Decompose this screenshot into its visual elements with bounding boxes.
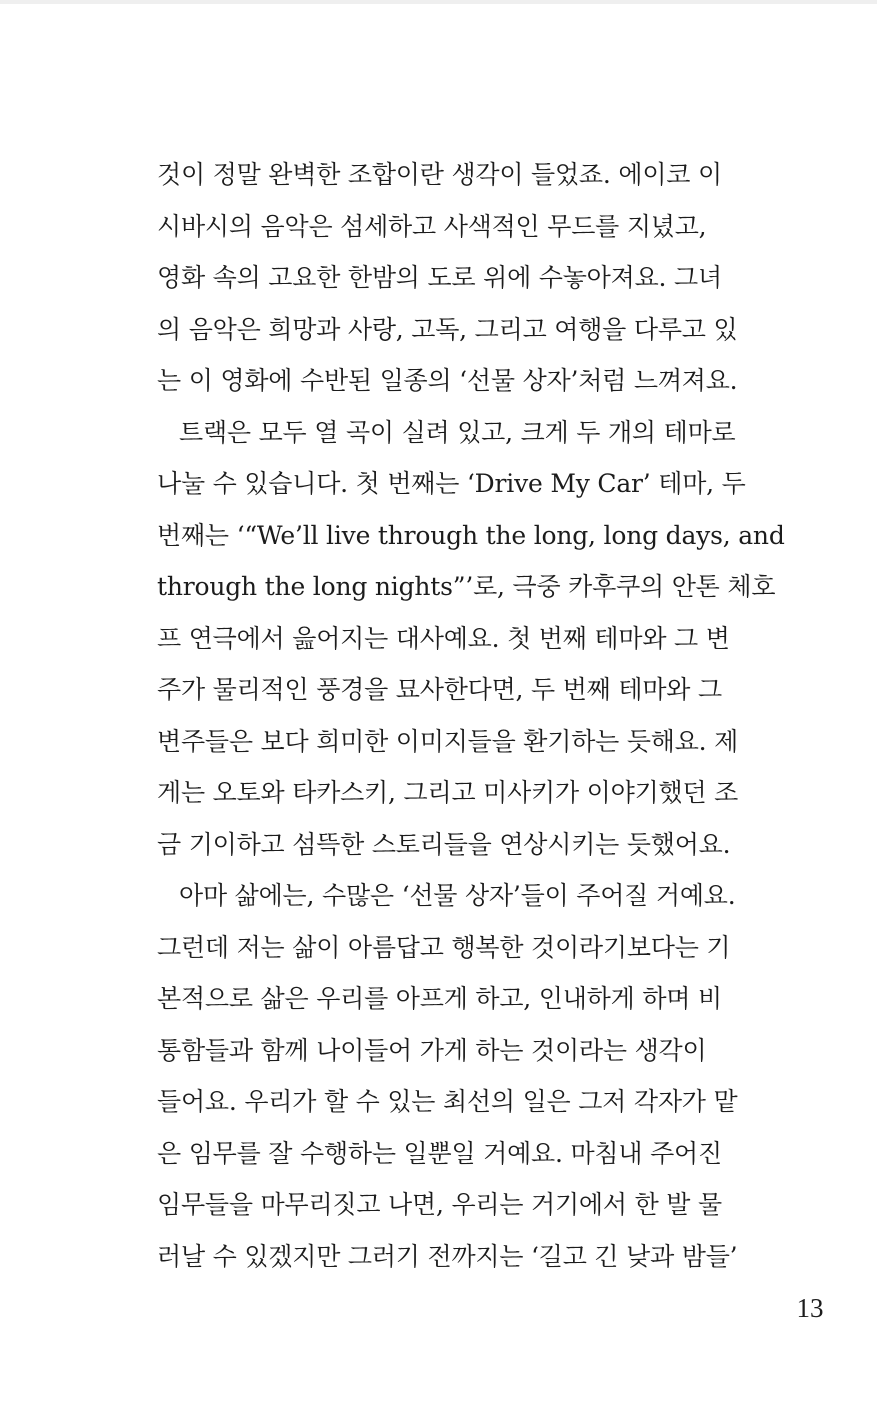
- text-line: 금 기이하고 섬뜩한 스토리들을 연상시키는 듯했어요.: [157, 829, 731, 859]
- text-line: 주가 물리적인 풍경을 묘사한다면, 두 번째 테마와 그: [157, 675, 722, 704]
- text-line: 의 음악은 희망과 사랑, 고독, 그리고 여행을 다루고 있: [157, 314, 738, 344]
- text-line: 나눌 수 있습니다. 첫 번째는 ‘Drive My Car’ 테마, 두: [157, 469, 746, 498]
- text-line: 번째는 ‘“We’ll live through the long, long days, and: [157, 520, 785, 550]
- text-line: 프 연극에서 읊어지는 대사예요. 첫 번째 테마와 그 변: [157, 623, 730, 653]
- top-divider: [0, 0, 877, 4]
- text-line: 본적으로 삶은 우리를 아프게 하고, 인내하게 하며 비: [157, 984, 722, 1013]
- text-line: 통함들과 함께 나이들어 가게 하는 것이라는 생각이: [157, 1035, 707, 1065]
- page-body-text: [157, 149, 785, 1282]
- page-number: 13: [796, 1293, 824, 1323]
- paragraph-start-line: 아마 삶에는, 수많은 ‘선물 상자’들이 주어질 거예요.: [179, 881, 736, 910]
- text-line: 것이 정말 완벽한 조합이란 생각이 들었죠. 에이코 이: [157, 160, 722, 189]
- paragraph-start-line: 트랙은 모두 열 곡이 실려 있고, 크게 두 개의 테마로: [179, 417, 736, 447]
- text-line: through the long nights”’로, 극중 카후쿠의 안톤 체호: [157, 572, 776, 601]
- text-line: 게는 오토와 타카스키, 그리고 미사키가 이야기했던 조: [157, 778, 739, 807]
- text-line: 임무들을 마무리짓고 나면, 우리는 거기에서 한 발 물: [157, 1190, 722, 1219]
- text-line: 들어요. 우리가 할 수 있는 최선의 일은 그저 각자가 맡: [157, 1087, 738, 1116]
- text-line: 시바시의 음악은 섬세하고 사색적인 무드를 지녔고,: [157, 211, 707, 241]
- text-line: 영화 속의 고요한 한밤의 도로 위에 수놓아져요. 그녀: [157, 263, 722, 292]
- text-line: 러날 수 있겠지만 그러기 전까지는 ‘길고 긴 낮과 밤들’: [157, 1241, 738, 1271]
- text-line: 은 임무를 잘 수행하는 일뿐일 거예요. 마침내 주어진: [157, 1138, 722, 1168]
- text-line: 변주들은 보다 희미한 이미지들을 환기하는 듯해요. 제: [157, 726, 739, 756]
- text-line: 는 이 영화에 수반된 일종의 ‘선물 상자’처럼 느껴져요.: [157, 366, 738, 395]
- text-line: 그런데 저는 삶이 아름답고 행복한 것이라기보다는 기: [157, 932, 731, 962]
